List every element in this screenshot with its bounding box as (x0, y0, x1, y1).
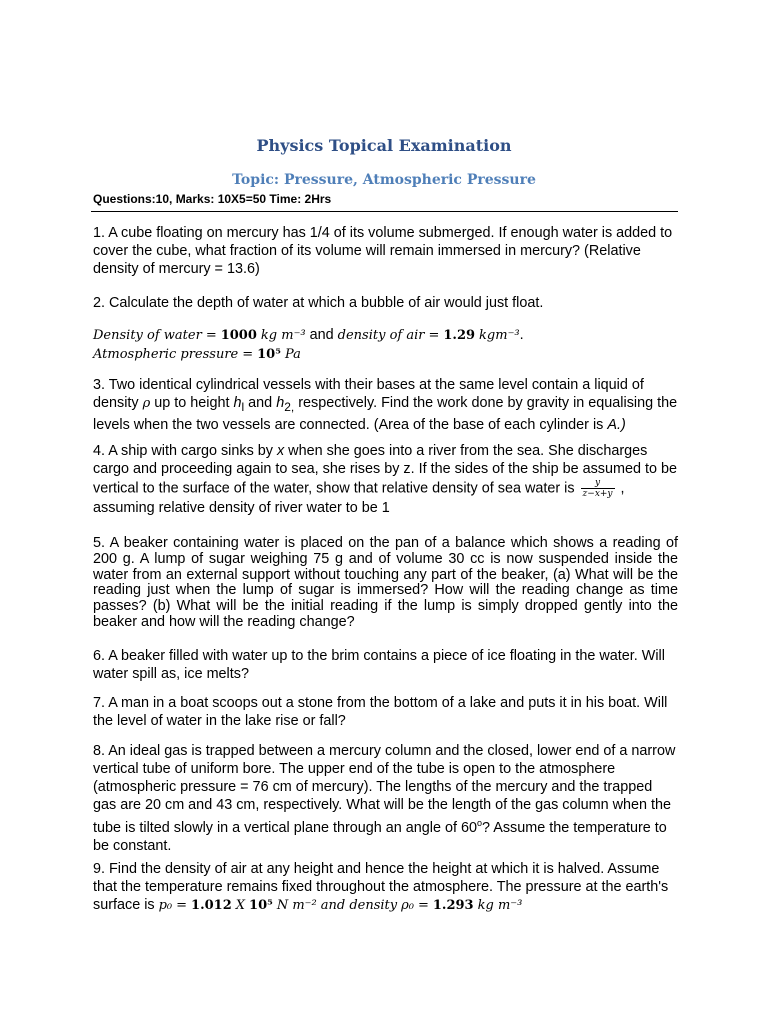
air-density-label: density of air (337, 328, 425, 343)
topic-subtitle: Topic: Pressure, Atmospheric Pressure (232, 172, 536, 188)
page-title: Physics Topical Examination (256, 136, 512, 155)
water-density-value: 1000 (220, 328, 257, 343)
question-3: 3. Two identical cylindrical vessels with their bases at the same level contain a liquid of density ρ up to height $h_l$ and $h_{2,}$ respectively. Find the work done by gravity in equalising the levels when the two vessels are connected. (Area of the base of each cylinder is A.) (93, 377, 678, 433)
header-divider (91, 211, 678, 212)
water-density-label: Density of water (93, 328, 202, 343)
question-2-equation-line-2: Atmospheric pressure = 10⁵ Pa (93, 347, 301, 362)
air-density-unit: kgm⁻³ (479, 328, 520, 343)
sea-water-density-fraction: $\frac{y}{z-x+y}$ (582, 478, 613, 499)
atm-pressure-unit: Pa (284, 347, 301, 362)
atm-pressure-label: Atmospheric pressure (93, 347, 239, 362)
question-1: 1. A cube floating on mercury has 1/4 of its volume submerged. If enough water is added to cover the cube, what fraction of its volume will remain immersed in mercury? (Relative density of mercury = 13.6) (93, 225, 673, 277)
question-6: 6. A beaker filled with water up to the brim contains a piece of ice floating in the water. Will water spill as, ice melts? (93, 648, 665, 682)
water-density-unit: kg m⁻³ (260, 328, 306, 343)
question-7: 7. A man in a boat scoops out a stone from the bottom of a lake and puts it in his boat. Will the level of water in the lake rise or fall? (93, 695, 668, 729)
atm-pressure-value: 10⁵ (257, 347, 281, 362)
question-9: 9. Find the density of air at any height and hence the height at which it is halved. Assume that the temperature remains fixed throughout the atmosphere. The pressure at the earth's surface is p₀ = 1.012 X 10⁵ N m⁻² and density ρ₀ = 1.293 kg m⁻³ (93, 861, 669, 913)
question-5: 5. A beaker containing water is placed on the pan of a balance which shows a reading of 200 g. A lump of sugar weighing 75 g and of volume 30 cc is now suspended inside the water from an external support without touching any part of the beaker, (a) What will be the reading just when the lump of sugar is immersed? How will the reading change as time passes? (b) What will be the initial reading if the lump is simply dropped gently into the beaker and how will the reading change? (93, 535, 678, 630)
question-2-equation-line-1: Density of water = 1000 kg m⁻³ and density of air = 1.29 kgm⁻³. (93, 327, 524, 343)
air-density-value: 1.29 (443, 328, 476, 343)
question-4: 4. A ship with cargo sinks by x when she goes into a river from the sea. She discharges cargo and proceeding again to sea, she rises by z. If the sides of the ship be assumed to be vertical to the surface of the water, show that relative density of sea water is $\frac{y}{z-x+y}$ , assuming relative density of river water to be 1 (93, 443, 677, 516)
question-8: 8. An ideal gas is trapped between a mercury column and the closed, lower end of a narrow vertical tube of uniform bore. The upper end of the tube is open to the atmosphere (atmospheric pressure = 76 cm of mercury). The lengths of the mercury and the trapped gas are 20 cm and 43 cm, respectively. What will be the length of the gas column when the tube is tilted slowly in a vertical plane through an angle of 60$^o$? Assume the temperature to be constant. (93, 743, 676, 854)
question-2: 2. Calculate the depth of water at which a bubble of air would just float. (93, 295, 544, 311)
exam-meta: Questions:10, Marks: 10X5=50 Time: 2Hrs (93, 192, 332, 206)
